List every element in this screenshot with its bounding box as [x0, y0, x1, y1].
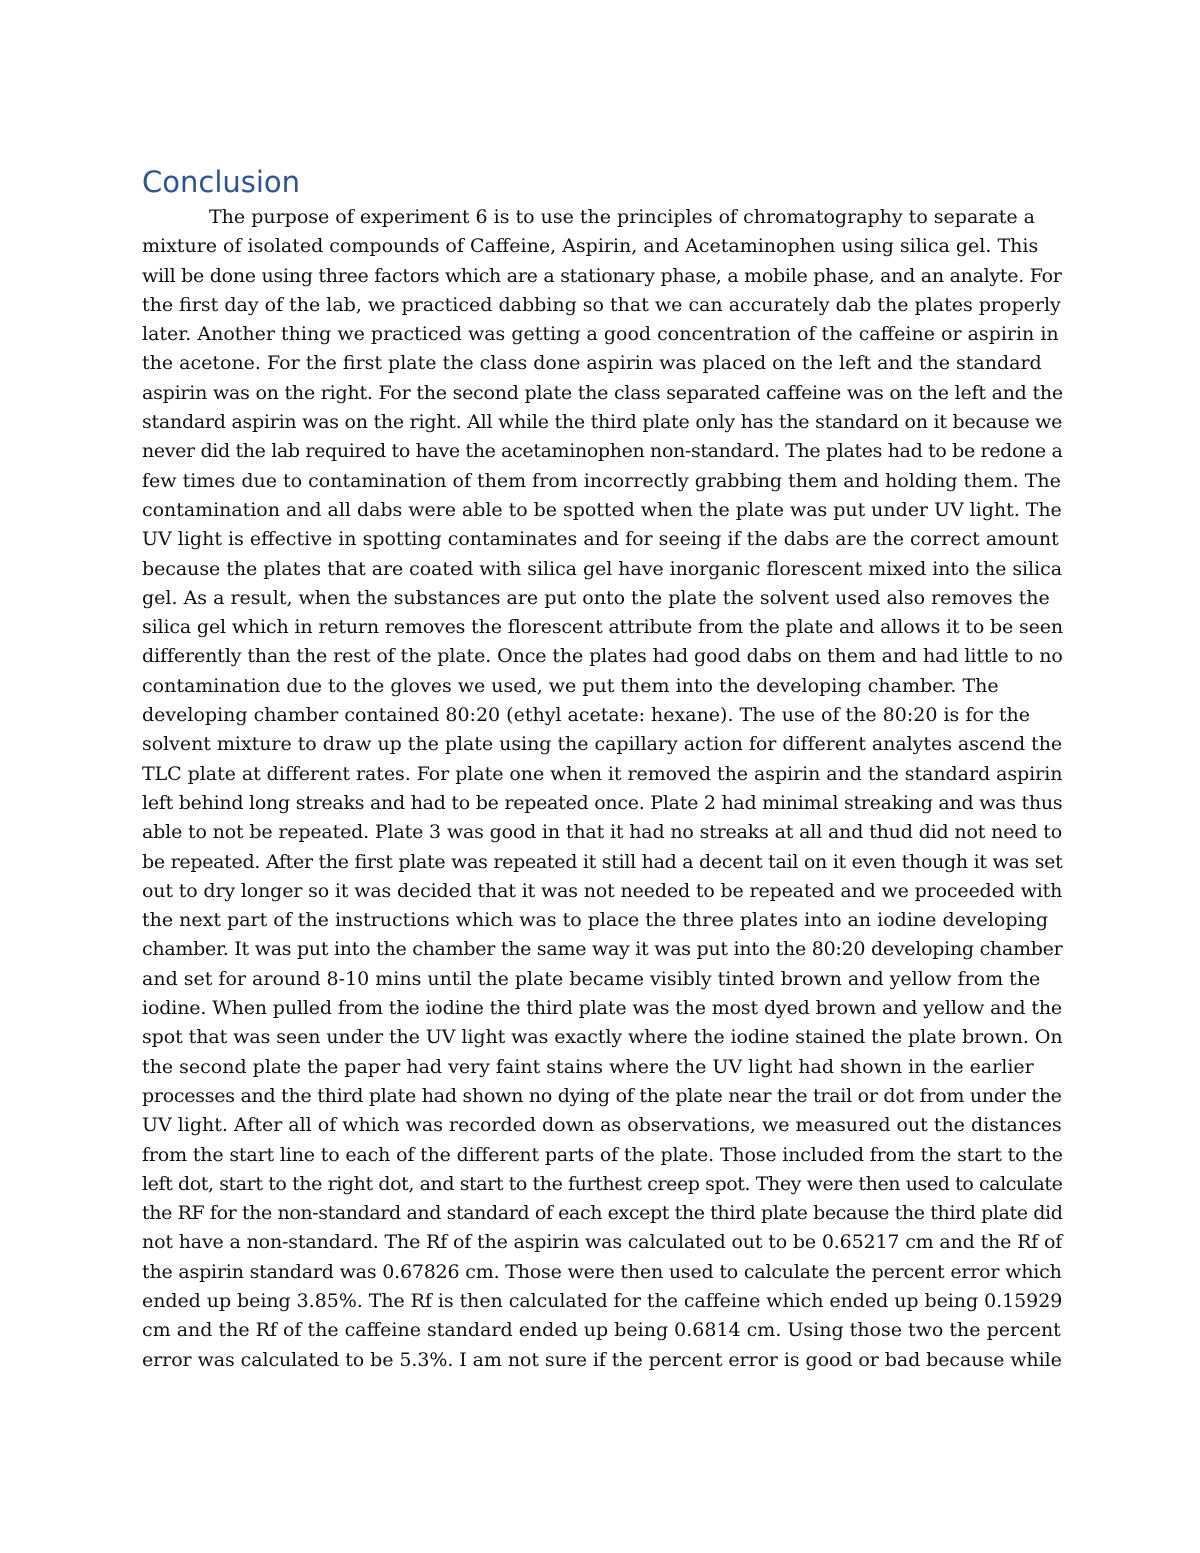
- paragraph-line: later. Another thing we practiced was getting a good concentration of the caffeine or aspirin in: [142, 323, 1059, 346]
- paragraph-line: the acetone. For the first plate the class done aspirin was placed on the left and the standard: [142, 352, 1042, 375]
- paragraph-line: error was calculated to be 5.3%. I am not sure if the percent error is good or bad because while: [142, 1348, 1062, 1371]
- paragraph-line: contamination due to the gloves we used, we put them into the developing chamber. The: [142, 674, 999, 697]
- section-heading: Conclusion: [142, 165, 301, 199]
- paragraph-line: not have a non-standard. The Rf of the aspirin was calculated out to be 0.65217 cm and the Rf of: [142, 1231, 1063, 1254]
- paragraph-line: TLC plate at different rates. For plate one when it removed the aspirin and the standard aspirin: [142, 762, 1063, 785]
- paragraph-line: iodine. When pulled from the iodine the third plate was the most dyed brown and yellow and the: [142, 997, 1063, 1020]
- paragraph-line: and set for around 8-10 mins until the plate became visibly tinted brown and yellow from the: [142, 967, 1041, 990]
- paragraph-line: never did the lab required to have the acetaminophen non-standard. The plates had to be redone a: [142, 440, 1063, 463]
- paragraph-line: The purpose of experiment 6 is to use the principles of chromatography to separate a: [209, 206, 1035, 228]
- paragraph-line: few times due to contamination of them from incorrectly grabbing them and holding them. The: [142, 469, 1061, 492]
- paragraph-line: will be done using three factors which are a stationary phase, a mobile phase, and an analyte. For: [142, 264, 1062, 287]
- paragraph-line: silica gel which in return removes the florescent attribute from the plate and allows it to be seen: [142, 616, 1063, 639]
- paragraph-line: left dot, start to the right dot, and start to the furthest creep spot. They were then used to calculate: [142, 1172, 1063, 1195]
- paragraph-line: because the plates that are coated with silica gel have inorganic florescent mixed into the silica: [142, 557, 1062, 580]
- paragraph-line: mixture of isolated compounds of Caffeine, Aspirin, and Acetaminophen using silica gel. This: [142, 235, 1039, 258]
- paragraph-line: be repeated. After the first plate was repeated it still had a decent tail on it even though it was set: [142, 850, 1063, 873]
- paragraph-line: spot that was seen under the UV light was exactly where the iodine stained the plate brown. On: [142, 1026, 1063, 1049]
- paragraph-line: the first day of the lab, we practiced dabbing so that we can accurately dab the plates properly: [142, 293, 1061, 316]
- paragraph-line: the next part of the instructions which was to place the three plates into an iodine developing: [142, 909, 1048, 932]
- paragraph-line: the second plate the paper had very faint stains where the UV light had shown in the earlier: [142, 1055, 1034, 1078]
- paragraph-line: solvent mixture to draw up the plate using the capillary action for different analytes ascend the: [142, 733, 1063, 756]
- paragraph-line: out to dry longer so it was decided that it was not needed to be repeated and we proceeded with: [142, 879, 1063, 902]
- paragraph-line: differently than the rest of the plate. Once the plates had good dabs on them and had little to no: [142, 645, 1063, 668]
- conclusion-paragraph: [142, 203, 1062, 1375]
- paragraph-line: cm and the Rf of the caffeine standard ended up being 0.6814 cm. Using those two the percent: [142, 1319, 1061, 1342]
- paragraph-line: the aspirin standard was 0.67826 cm. Those were then used to calculate the percent error which: [142, 1260, 1062, 1283]
- paragraph-line: UV light is effective in spotting contaminates and for seeing if the dabs are the correct amount: [142, 528, 1059, 551]
- paragraph-line: ended up being 3.85%. The Rf is then calculated for the caffeine which ended up being 0.15929: [142, 1289, 1063, 1312]
- paragraph-line: contamination and all dabs were able to be spotted when the plate was put under UV light. The: [142, 498, 1062, 521]
- paragraph-line: gel. As a result, when the substances are put onto the plate the solvent used also removes the: [142, 586, 1050, 609]
- paragraph-line: processes and the third plate had shown no dying of the plate near the trail or dot from under the: [142, 1084, 1062, 1107]
- paragraph-line: standard aspirin was on the right. All while the third plate only has the standard on it because we: [142, 411, 1063, 434]
- paragraph-line: developing chamber contained 80:20 (ethyl acetate: hexane). The use of the 80:20 is for the: [142, 704, 1031, 727]
- paragraph-line: able to not be repeated. Plate 3 was good in that it had no streaks at all and thud did not need to: [142, 821, 1063, 844]
- paragraph-line: UV light. After all of which was recorded down as observations, we measured out the distances: [142, 1114, 1062, 1137]
- paragraph-line: chamber. It was put into the chamber the same way it was put into the 80:20 developing chamber: [142, 938, 1063, 961]
- paragraph-line: from the start line to each of the different parts of the plate. Those included from the start to the: [142, 1143, 1063, 1166]
- paragraph-line: left behind long streaks and had to be repeated once. Plate 2 had minimal streaking and was thus: [142, 791, 1063, 814]
- paragraph-line: aspirin was on the right. For the second plate the class separated caffeine was on the left and the: [142, 381, 1063, 404]
- paragraph-line: the RF for the non-standard and standard of each except the third plate because the third plate did: [142, 1202, 1063, 1225]
